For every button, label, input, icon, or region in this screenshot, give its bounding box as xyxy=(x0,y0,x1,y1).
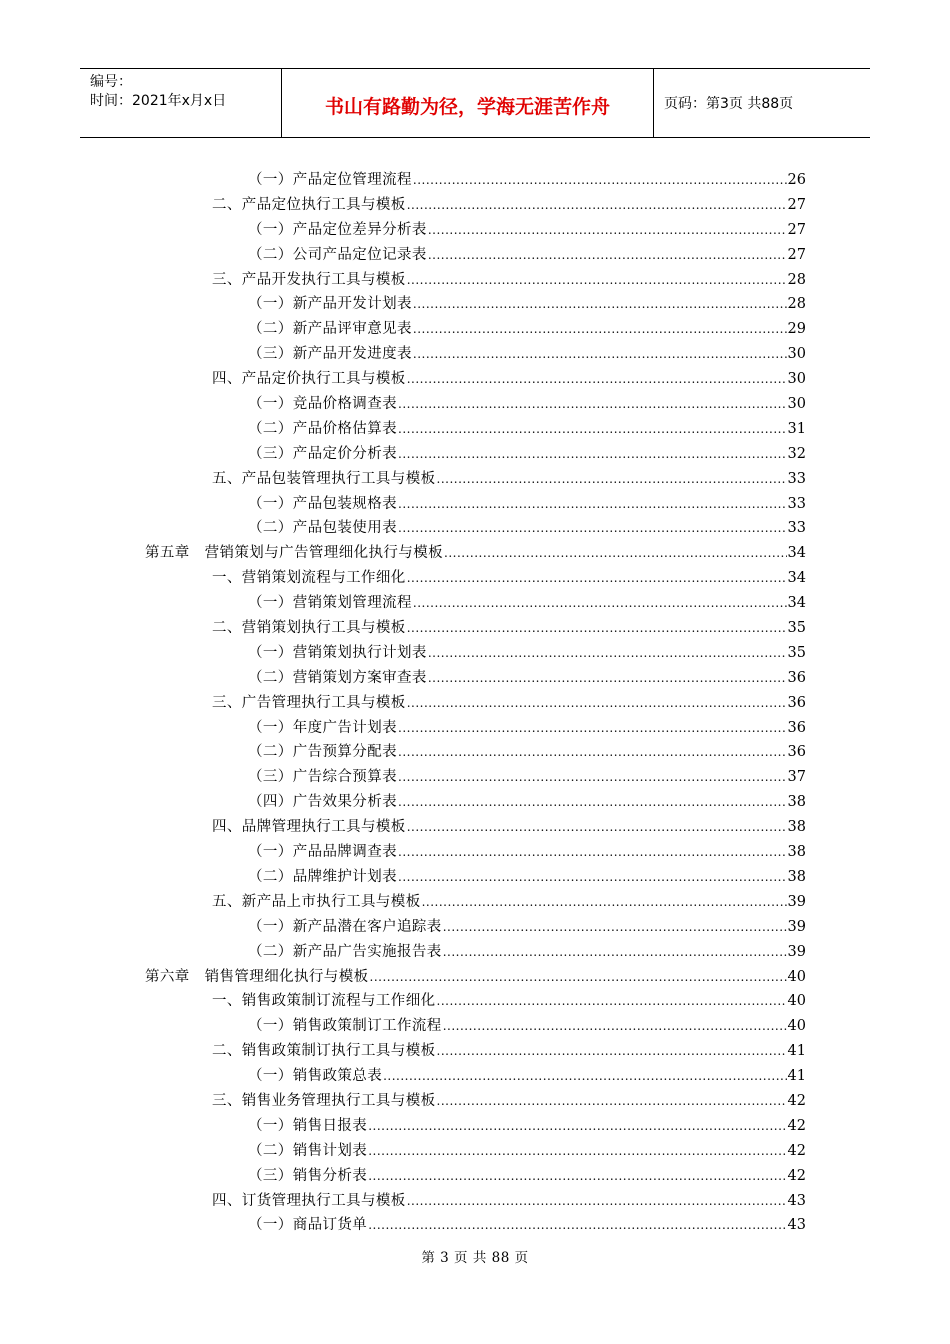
toc-entry-page: 39 xyxy=(787,893,806,910)
toc-entry[interactable] xyxy=(0,965,950,990)
toc-dot-leader xyxy=(407,616,787,641)
toc-entry[interactable] xyxy=(0,716,950,741)
toc-entry-title: （二）公司产品定位记录表 xyxy=(248,246,427,263)
toc-entry[interactable] xyxy=(0,616,950,641)
toc-entry-title: （一）新产品潜在客户追踪表 xyxy=(248,918,442,935)
toc-dot-leader xyxy=(428,218,787,243)
toc-dot-leader xyxy=(407,691,787,716)
toc-entry-page: 34 xyxy=(787,545,806,562)
toc-dot-leader xyxy=(407,1189,787,1214)
toc-entry-page: 37 xyxy=(787,769,806,786)
toc-entry[interactable] xyxy=(0,790,950,815)
toc-entry-title: （二）广告预算分配表 xyxy=(248,744,397,761)
document-number-label: 编号： xyxy=(90,74,132,90)
toc-entry-title: （三）新产品开发进度表 xyxy=(248,346,412,363)
toc-dot-leader xyxy=(398,865,787,890)
toc-entry-page: 36 xyxy=(787,669,806,686)
toc-entry-title: （一）产品包装规格表 xyxy=(248,495,397,512)
toc-entry-title: 二、营销策划执行工具与模板 xyxy=(212,620,406,637)
toc-entry[interactable] xyxy=(0,492,950,517)
toc-entry-title: 一、营销策划流程与工作细化 xyxy=(212,570,406,587)
toc-dot-leader xyxy=(443,1014,787,1039)
table-of-contents xyxy=(0,168,950,1238)
toc-entry[interactable] xyxy=(0,1089,950,1114)
toc-dot-leader xyxy=(428,243,787,268)
toc-entry-title: （三）销售分析表 xyxy=(248,1167,368,1184)
toc-entry-title: （一）营销策划管理流程 xyxy=(248,595,412,612)
toc-entry[interactable] xyxy=(0,1139,950,1164)
toc-entry-title: （二）新产品广告实施报告表 xyxy=(248,943,442,960)
toc-entry-page: 36 xyxy=(787,719,806,736)
toc-entry-page: 27 xyxy=(787,221,806,238)
toc-dot-leader xyxy=(413,292,787,317)
toc-entry[interactable] xyxy=(0,740,950,765)
toc-entry-title: （三）产品定价分析表 xyxy=(248,445,397,462)
toc-entry[interactable] xyxy=(0,566,950,591)
toc-entry-title: 五、新产品上市执行工具与模板 xyxy=(212,893,421,910)
toc-entry-page: 39 xyxy=(787,943,806,960)
toc-entry-title: （一）竞品价格调查表 xyxy=(248,396,397,413)
toc-dot-leader xyxy=(398,516,787,541)
toc-entry[interactable] xyxy=(0,765,950,790)
toc-dot-leader xyxy=(437,1039,787,1064)
toc-entry-page: 28 xyxy=(787,296,806,313)
toc-entry-page: 40 xyxy=(787,1018,806,1035)
toc-dot-leader xyxy=(398,442,787,467)
toc-entry-title: （一）销售政策制订工作流程 xyxy=(248,1018,442,1035)
toc-dot-leader xyxy=(407,193,787,218)
toc-entry-title: 二、产品定位执行工具与模板 xyxy=(212,196,406,213)
toc-dot-leader xyxy=(443,940,787,965)
toc-entry-title: （一）产品定位管理流程 xyxy=(248,172,412,188)
toc-entry-page: 30 xyxy=(787,371,806,388)
toc-entry-page: 42 xyxy=(787,1092,806,1109)
toc-dot-leader xyxy=(368,1213,786,1238)
toc-dot-leader xyxy=(398,492,787,517)
toc-entry-page: 34 xyxy=(787,595,806,612)
toc-dot-leader xyxy=(413,342,787,367)
toc-entry[interactable] xyxy=(0,1189,950,1214)
toc-dot-leader xyxy=(398,740,787,765)
toc-entry[interactable] xyxy=(0,865,950,890)
toc-entry[interactable] xyxy=(0,641,950,666)
toc-entry-page: 33 xyxy=(787,495,806,512)
toc-entry-title: 三、广告管理执行工具与模板 xyxy=(212,694,406,711)
toc-entry-page: 28 xyxy=(787,271,806,288)
toc-entry[interactable] xyxy=(0,168,950,193)
page-header xyxy=(80,68,870,138)
toc-dot-leader xyxy=(407,268,787,293)
toc-entry-page: 26 xyxy=(787,172,806,188)
toc-entry-title: （一）商品订货单 xyxy=(248,1217,368,1234)
toc-entry-title: （一）营销策划执行计划表 xyxy=(248,644,427,661)
toc-entry-title: 第六章 销售管理细化执行与模板 xyxy=(145,968,369,985)
toc-dot-leader xyxy=(444,541,787,566)
toc-entry-title: （一）新产品开发计划表 xyxy=(248,296,412,313)
toc-dot-leader xyxy=(428,641,787,666)
toc-entry[interactable] xyxy=(0,516,950,541)
toc-entry[interactable] xyxy=(0,292,950,317)
toc-entry[interactable] xyxy=(0,1039,950,1064)
toc-dot-leader xyxy=(422,890,787,915)
toc-entry[interactable] xyxy=(0,442,950,467)
toc-entry-page: 34 xyxy=(787,570,806,587)
toc-dot-leader xyxy=(437,989,787,1014)
toc-dot-leader xyxy=(370,965,787,990)
toc-entry-page: 33 xyxy=(787,520,806,537)
toc-entry-page: 41 xyxy=(787,1068,806,1085)
toc-dot-leader xyxy=(398,840,787,865)
toc-dot-leader xyxy=(398,790,787,815)
toc-entry-title: （一）销售政策总表 xyxy=(248,1068,383,1085)
toc-dot-leader xyxy=(428,666,787,691)
header-meta xyxy=(80,69,282,137)
toc-dot-leader xyxy=(443,915,787,940)
toc-entry-title: （一）年度广告计划表 xyxy=(248,719,397,736)
toc-entry-page: 29 xyxy=(787,321,806,338)
toc-dot-leader xyxy=(407,815,787,840)
toc-dot-leader xyxy=(398,392,787,417)
toc-entry-page: 38 xyxy=(787,868,806,885)
toc-entry[interactable] xyxy=(0,1164,950,1189)
toc-entry-page: 27 xyxy=(787,246,806,263)
toc-entry[interactable] xyxy=(0,243,950,268)
toc-entry-page: 39 xyxy=(787,918,806,935)
toc-entry-title: 三、产品开发执行工具与模板 xyxy=(212,271,406,288)
toc-entry-title: （二）新产品评审意见表 xyxy=(248,321,412,338)
toc-entry-page: 38 xyxy=(787,819,806,836)
toc-entry-page: 35 xyxy=(787,644,806,661)
toc-entry[interactable] xyxy=(0,467,950,492)
toc-dot-leader xyxy=(437,1089,787,1114)
toc-entry-page: 32 xyxy=(787,445,806,462)
toc-entry-page: 30 xyxy=(787,396,806,413)
toc-entry[interactable] xyxy=(0,940,950,965)
toc-entry-page: 38 xyxy=(787,844,806,861)
toc-dot-leader xyxy=(398,765,787,790)
toc-entry-page: 30 xyxy=(787,346,806,363)
toc-entry-page: 33 xyxy=(787,470,806,487)
toc-entry[interactable] xyxy=(0,317,950,342)
toc-entry-page: 42 xyxy=(787,1117,806,1134)
toc-dot-leader xyxy=(413,591,787,616)
toc-entry-title: 一、销售政策制订流程与工作细化 xyxy=(212,993,436,1010)
toc-entry-title: （一）产品定位差异分析表 xyxy=(248,221,427,238)
toc-entry[interactable] xyxy=(0,268,950,293)
toc-entry[interactable] xyxy=(0,367,950,392)
toc-entry[interactable] xyxy=(0,815,950,840)
toc-entry-page: 42 xyxy=(787,1142,806,1159)
toc-entry[interactable] xyxy=(0,691,950,716)
toc-entry-page: 40 xyxy=(787,993,806,1010)
toc-entry-title: （二）营销策划方案审查表 xyxy=(248,669,427,686)
toc-entry-title: 四、品牌管理执行工具与模板 xyxy=(212,819,406,836)
toc-entry[interactable] xyxy=(0,840,950,865)
toc-entry-title: （二）品牌维护计划表 xyxy=(248,868,397,885)
toc-dot-leader xyxy=(407,566,787,591)
toc-entry-page: 35 xyxy=(787,620,806,637)
toc-entry[interactable] xyxy=(0,193,950,218)
toc-entry[interactable] xyxy=(0,541,950,566)
toc-entry[interactable] xyxy=(0,342,950,367)
toc-entry-title: （四）广告效果分析表 xyxy=(248,794,397,811)
toc-entry-page: 27 xyxy=(787,196,806,213)
page-footer: 第 3 页 共 88 页 xyxy=(421,1250,529,1266)
toc-entry-page: 40 xyxy=(787,968,806,985)
toc-entry[interactable] xyxy=(0,392,950,417)
toc-entry-title: 二、销售政策制订执行工具与模板 xyxy=(212,1043,436,1060)
toc-entry-title: （二）销售计划表 xyxy=(248,1142,368,1159)
toc-entry-page: 36 xyxy=(787,694,806,711)
toc-entry[interactable] xyxy=(0,1064,950,1089)
toc-dot-leader xyxy=(398,417,787,442)
toc-entry-title: 四、产品定价执行工具与模板 xyxy=(212,371,406,388)
toc-entry[interactable] xyxy=(0,666,950,691)
toc-dot-leader xyxy=(398,716,787,741)
toc-entry-title: （一）产品品牌调查表 xyxy=(248,844,397,861)
toc-entry[interactable] xyxy=(0,989,950,1014)
toc-entry-page: 36 xyxy=(787,744,806,761)
toc-entry-page: 43 xyxy=(787,1217,806,1234)
toc-dot-leader xyxy=(413,168,787,193)
toc-entry-page: 31 xyxy=(787,420,806,437)
toc-entry-title: （二）产品包装使用表 xyxy=(248,520,397,537)
toc-dot-leader xyxy=(368,1114,786,1139)
toc-entry[interactable] xyxy=(0,218,950,243)
toc-dot-leader xyxy=(413,317,787,342)
toc-entry[interactable] xyxy=(0,1213,950,1238)
toc-entry[interactable] xyxy=(0,915,950,940)
toc-entry-page: 42 xyxy=(787,1167,806,1184)
toc-entry-title: 三、销售业务管理执行工具与模板 xyxy=(212,1092,436,1109)
header-page-number: 页码：第3页 共88页 xyxy=(664,96,794,112)
toc-entry-title: （三）广告综合预算表 xyxy=(248,769,397,786)
header-motto: 书山有路勤为径，学海无涯苦作舟 xyxy=(282,69,654,137)
toc-entry[interactable] xyxy=(0,417,950,442)
toc-entry-title: 五、产品包装管理执行工具与模板 xyxy=(212,470,436,487)
toc-dot-leader xyxy=(368,1139,786,1164)
toc-dot-leader xyxy=(437,467,787,492)
document-date: 时间：2021年x月x日 xyxy=(90,93,227,109)
toc-dot-leader xyxy=(368,1164,786,1189)
toc-entry[interactable] xyxy=(0,890,950,915)
toc-entry[interactable] xyxy=(0,591,950,616)
toc-dot-leader xyxy=(383,1064,786,1089)
toc-entry-page: 38 xyxy=(787,794,806,811)
toc-entry-page: 43 xyxy=(787,1192,806,1209)
toc-entry-title: 四、订货管理执行工具与模板 xyxy=(212,1192,406,1209)
toc-entry-title: （二）产品价格估算表 xyxy=(248,420,397,437)
toc-dot-leader xyxy=(407,367,787,392)
toc-entry[interactable] xyxy=(0,1114,950,1139)
toc-entry-title: （一）销售日报表 xyxy=(248,1117,368,1134)
toc-entry[interactable] xyxy=(0,1014,950,1039)
toc-entry-page: 41 xyxy=(787,1043,806,1060)
toc-entry-title: 第五章 营销策划与广告管理细化执行与模板 xyxy=(145,545,443,562)
